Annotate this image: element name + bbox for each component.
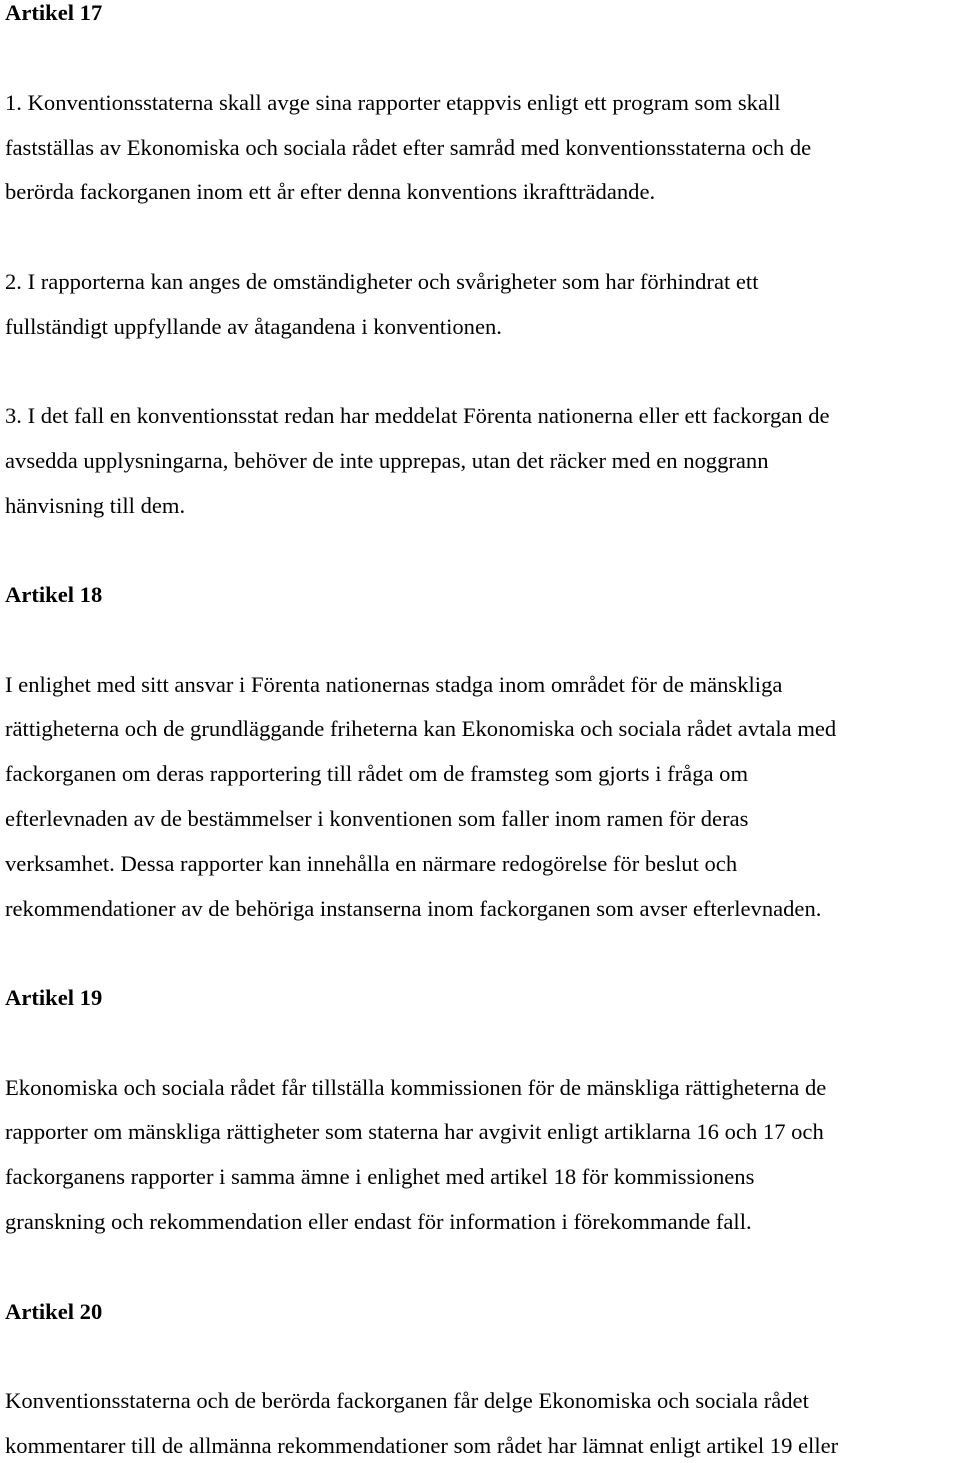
article-19-heading: Artikel 19 bbox=[5, 985, 103, 1010]
article-18-paragraph-line-4: efterlevnaden av de bestämmelser i konventionen som faller inom ramen för deras bbox=[5, 806, 749, 831]
article-18-paragraph-line-2: rättigheterna och de grundläggande friheterna kan Ekonomiska och sociala rådet avtala med bbox=[5, 716, 837, 741]
article-17-paragraph-3-line-3: hänvisning till dem. bbox=[5, 493, 186, 518]
article-17-paragraph-1-line-2: fastställas av Ekonomiska och sociala rådet efter samråd med konventionsstaterna och de bbox=[5, 135, 812, 160]
article-17-paragraph-1-line-1: 1. Konventionsstaterna skall avge sina rapporter etappvis enligt ett program som skall bbox=[5, 90, 781, 115]
article-19-paragraph-line-2: rapporter om mänskliga rättigheter som staterna har avgivit enligt artiklarna 16 och 17 och bbox=[5, 1119, 824, 1144]
article-17-heading: Artikel 17 bbox=[5, 0, 103, 25]
article-20-paragraph-line-2: kommentarer till de allmänna rekommendationer som rådet har lämnat enligt artikel 19 eller bbox=[5, 1433, 839, 1458]
article-17-paragraph-3-line-1: 3. I det fall en konventionsstat redan har meddelat Förenta nationerna eller ett fackorgan de bbox=[5, 403, 830, 428]
article-18-paragraph-line-5: verksamhet. Dessa rapporter kan innehålla en närmare redogörelse för beslut och bbox=[5, 851, 738, 876]
article-19-paragraph-line-4: granskning och rekommendation eller endast för information i förekommande fall. bbox=[5, 1209, 752, 1234]
article-17-paragraph-1-line-3: berörda fackorganen inom ett år efter denna konventions ikraftträdande. bbox=[5, 179, 656, 204]
article-18-paragraph-line-6: rekommendationer av de behöriga instanserna inom fackorganen som avser efterlevnaden. bbox=[5, 896, 822, 921]
article-18-heading: Artikel 18 bbox=[5, 582, 103, 607]
article-18-paragraph-line-3: fackorganen om deras rapportering till rådet om de framsteg som gjorts i fråga om bbox=[5, 761, 749, 786]
article-20-heading: Artikel 20 bbox=[5, 1299, 103, 1324]
article-19-paragraph-line-1: Ekonomiska och sociala rådet får tillställa kommissionen för de mänskliga rättigheterna de bbox=[5, 1075, 827, 1100]
article-17-paragraph-3-line-2: avsedda upplysningarna, behöver de inte upprepas, utan det räcker med en noggrann bbox=[5, 448, 769, 473]
article-17-paragraph-2-line-2: fullständigt uppfyllande av åtagandena i konventionen. bbox=[5, 314, 502, 339]
article-19-paragraph-line-3: fackorganens rapporter i samma ämne i enlighet med artikel 18 för kommissionens bbox=[5, 1164, 755, 1189]
article-17-paragraph-2-line-1: 2. I rapporterna kan anges de omständigheter och svårigheter som har förhindrat ett bbox=[5, 269, 759, 294]
article-20-paragraph-line-1: Konventionsstaterna och de berörda fackorganen får delge Ekonomiska och sociala rådet bbox=[5, 1388, 809, 1413]
article-18-paragraph-line-1: I enlighet med sitt ansvar i Förenta nationernas stadga inom området för de mänskliga bbox=[5, 672, 783, 697]
